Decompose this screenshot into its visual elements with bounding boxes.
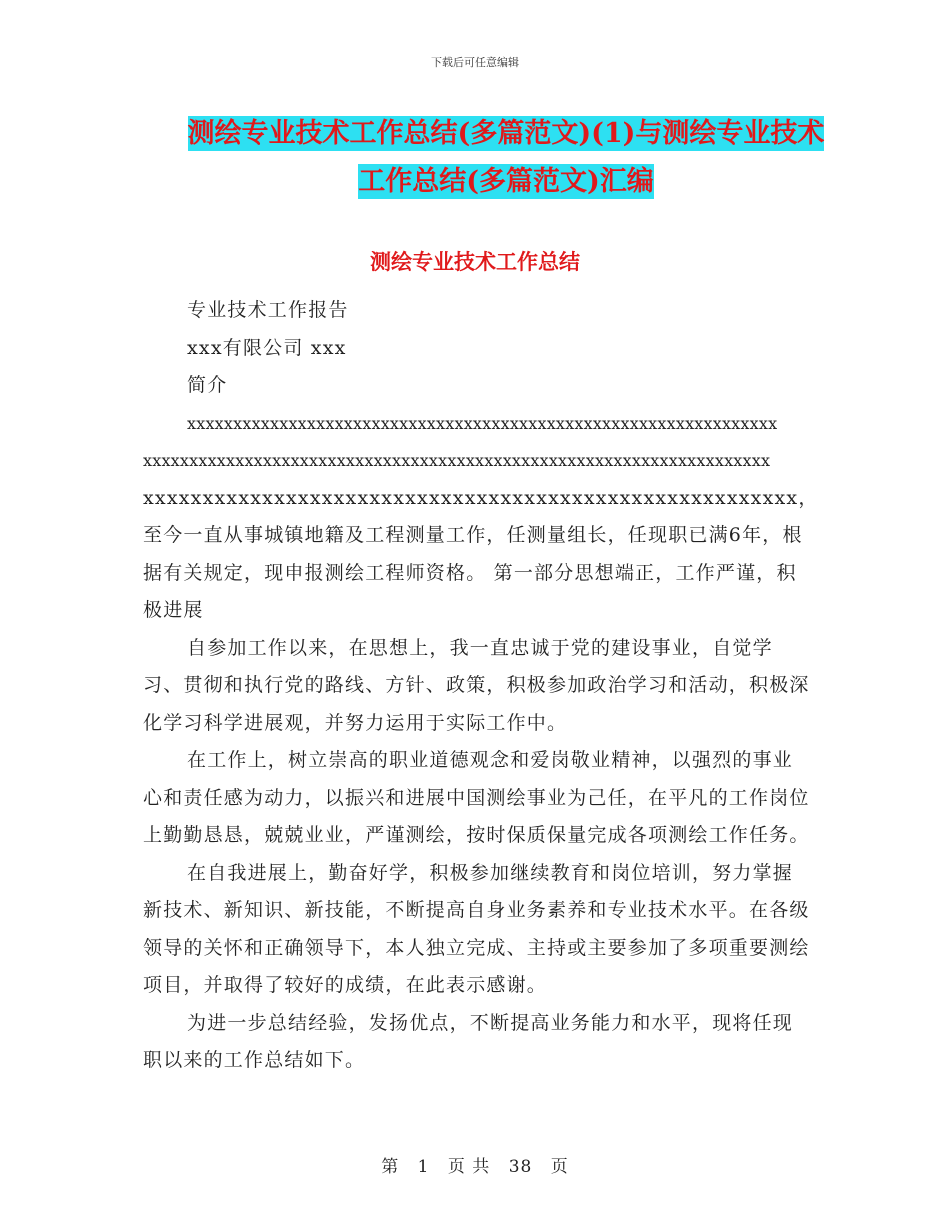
- document-title-line-2: 工作总结(多篇范文)汇编: [358, 166, 654, 197]
- intro-paragraph: xxxxxxxxxxxxxxxxxxxxxxxxxxxxxxxxxxxxxxxxxxxxxxxxxxxxxxx，至今一直从事城镇地籍及工程测量工作，任测量组长，任现职已满6年，根据有关规定，现申报测绘工程师资格。 第一部分思想端正，工作严谨，积极进展: [143, 486, 819, 621]
- placeholder-line-1: xxxxxxxxxxxxxxxxxxxxxxxxxxxxxxxxxxxxxxxxxxxxxxxxxxxxxxxxxxxxxxxx: [187, 413, 778, 433]
- document-title: [186, 110, 826, 206]
- paragraph-4: 为进一步总结经验，发扬优点，不断提高业务能力和水平，现将任现职以来的工作总结如下。: [143, 1011, 794, 1071]
- intro-heading: 简介: [187, 374, 228, 396]
- footer-page-number: 1: [417, 1157, 430, 1177]
- footer-prefix: 第: [381, 1157, 400, 1177]
- paragraph-3: 在自我进展上，勤奋好学，积极参加继续教育和岗位培训，努力掌握新技术、新知识、新技能，不断提高自身业务素养和专业技术水平。在各级领导的关怀和正确领导下，本人独立完成、主持或主要参加了多项重要测绘项目，并取得了较好的成绩，在此表示感谢。: [143, 861, 810, 996]
- placeholder-line-2: xxxxxxxxxxxxxxxxxxxxxxxxxxxxxxxxxxxxxxxxxxxxxxxxxxxxxxxxxxxxxxxxxxxx: [143, 451, 771, 470]
- section-title: 测绘专业技术工作总结: [370, 249, 580, 274]
- company-line: xxx有限公司 xxx: [187, 336, 347, 359]
- footer-total-pages: 38: [508, 1157, 533, 1177]
- paragraph-2: 在工作上，树立崇高的职业道德观念和爱岗敬业精神，以强烈的事业心和责任感为动力，以振兴和进展中国测绘事业为己任，在平凡的工作岗位上勤勤恳恳，兢兢业业，严谨测绘，按时保质保量完成各项测绘工作任务。: [143, 749, 810, 846]
- paragraph-1: 自参加工作以来，在思想上，我一直忠诚于党的建设事业，自觉学习、贯彻和执行党的路线、方针、政策，积极参加政治学习和活动，积极深化学习科学进展观，并努力运用于实际工作中。: [143, 636, 810, 734]
- header-note: 下载后可任意编辑: [431, 56, 519, 69]
- body-text: [143, 292, 819, 1080]
- report-line: 专业技术工作报告: [187, 299, 349, 321]
- footer-middle: 页 共: [447, 1157, 491, 1177]
- page-footer: [0, 1152, 950, 1177]
- document-title-line-1: 测绘专业技术工作总结(多篇范文)(1)与测绘专业技术: [187, 118, 825, 149]
- footer-suffix: 页: [550, 1157, 569, 1177]
